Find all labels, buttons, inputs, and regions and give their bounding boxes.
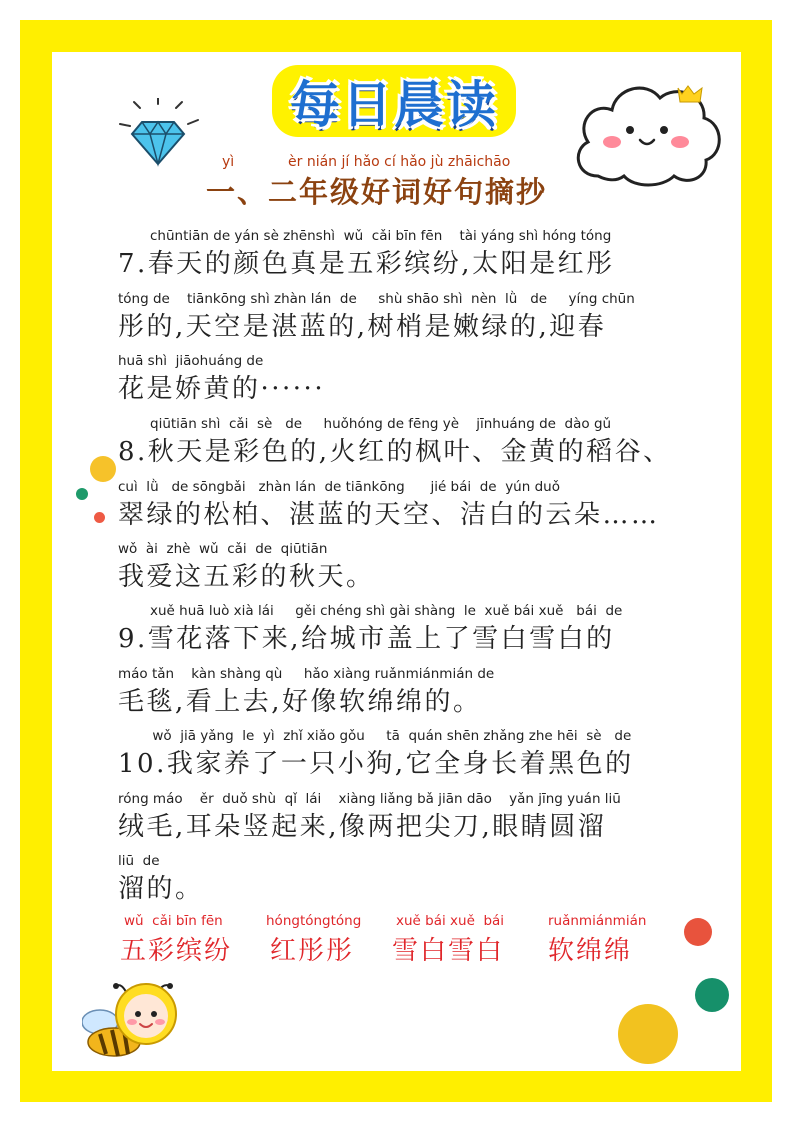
pinyin-line-7: xuě huā luò xià lái gěi chéng shì gài shàng le xuě bái xuě bái de	[150, 603, 623, 619]
pinyin-line-1: chūntiān de yán sè zhēnshì wǔ cǎi bīn fēn tài yáng shì hóng tóng	[150, 228, 612, 244]
bee-icon	[82, 978, 192, 1062]
pinyin-line-3: huā shì jiāohuáng de	[118, 353, 264, 369]
keyword-pinyin-1: wǔ cǎi bīn fēn	[124, 913, 223, 929]
keyword-pinyin-3: xuě bái xuě bái	[396, 913, 505, 929]
dot-yellow-left	[90, 456, 116, 482]
keyword-pinyin-4: ruǎnmiánmián	[548, 913, 647, 929]
dot-red-left	[94, 512, 105, 523]
dot-green-right	[695, 978, 729, 1012]
text-line-9: 10.我家养了一只小狗,它全身长着黑色的	[118, 749, 634, 779]
text-line-2: 彤的,天空是湛蓝的,树梢是嫩绿的,迎春	[118, 312, 607, 342]
subtitle-pinyin-prefix: yì	[222, 154, 235, 170]
page-title: 每日晨读	[290, 76, 498, 134]
text-line-5: 翠绿的松柏、湛蓝的天空、洁白的云朵……	[118, 500, 660, 530]
text-line-4: 8.秋天是彩色的,火红的枫叶、金黄的稻谷、	[118, 437, 672, 467]
pinyin-line-4: qiūtiān shì cǎi sè de huǒhóng de fēng yè jīnhuáng de dào gǔ	[150, 416, 612, 432]
cloud-face-icon	[568, 72, 728, 196]
keyword-2: 红彤彤	[270, 936, 355, 966]
title-badge	[272, 65, 516, 137]
dot-yellow-right	[618, 1004, 678, 1064]
diamond-icon	[118, 98, 200, 168]
pinyin-line-2: tóng de tiānkōng shì zhàn lán de shù shāo shì nèn lǜ de yíng chūn	[118, 291, 635, 307]
pinyin-line-11: liū de	[118, 853, 160, 869]
text-line-8: 毛毯,看上去,好像软绵绵的。	[118, 687, 482, 717]
text-line-6: 我爱这五彩的秋天。	[118, 562, 375, 592]
pinyin-line-10: róng máo ěr duǒ shù qǐ lái xiàng liǎng bǎ jiān dāo yǎn jīng yuán liū	[118, 791, 621, 807]
dot-green-left	[76, 488, 88, 500]
subtitle-pinyin-main: èr nián jí hǎo cí hǎo jù zhāichāo	[288, 154, 511, 170]
text-line-10: 绒毛,耳朵竖起来,像两把尖刀,眼睛圆溜	[118, 812, 607, 842]
text-line-3: 花是娇黄的······	[118, 374, 326, 404]
keyword-4: 软绵绵	[548, 936, 633, 966]
text-line-1: 7.春天的颜色真是五彩缤纷,太阳是红彤	[118, 249, 615, 279]
keyword-pinyin-2: hóngtóngtóng	[266, 913, 362, 929]
text-line-11: 溜的。	[118, 874, 204, 904]
pinyin-line-8: máo tǎn kàn shàng qù hǎo xiàng ruǎnmiánmián de	[118, 666, 495, 682]
subtitle: 一、二年级好词好句摘抄	[206, 175, 548, 209]
pinyin-line-5: cuì lǜ de sōngbǎi zhàn lán de tiānkōng jié bái de yún duǒ	[118, 479, 560, 495]
pinyin-line-9: wǒ jiā yǎng le yì zhǐ xiǎo gǒu tā quán shēn zhǎng zhe hēi sè de	[118, 728, 632, 744]
dot-red-right	[684, 918, 712, 946]
pinyin-line-6: wǒ ài zhè wǔ cǎi de qiūtiān	[118, 541, 328, 557]
keyword-3: 雪白雪白	[392, 936, 505, 966]
keyword-1: 五彩缤纷	[120, 936, 233, 966]
text-line-7: 9.雪花落下来,给城市盖上了雪白雪白的	[118, 624, 615, 654]
